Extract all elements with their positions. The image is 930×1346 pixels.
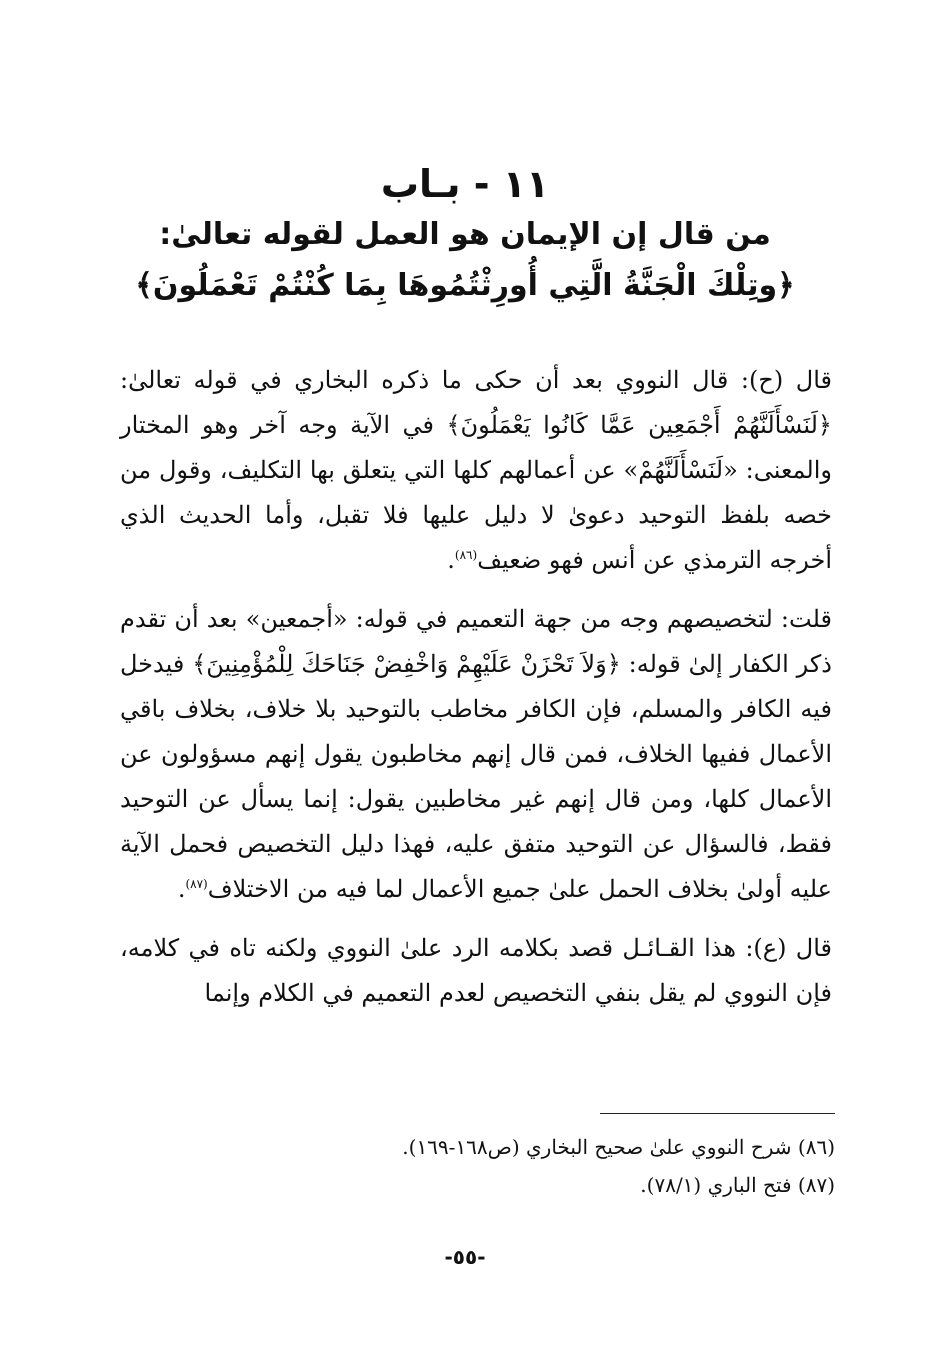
- paragraph-1: [120, 358, 832, 583]
- chapter-heading: ١١ - بـاب: [380, 162, 550, 206]
- paragraph-2-end: .: [177, 875, 186, 903]
- paragraph-1-text: قال (ح): قال النووي بعد أن حكى ما ذكره البخاري في قوله تعالىٰ: ﴿لَنَسْأَلَنَّهُمْ أَجْمَعِين عَمَّا كَانُوا يَعْمَلُونَ﴾ في الآية وجه آخر وهو المختار والمعنى: «لَنَسْأَلَنَّهُمْ» عن أعمالهم كلها التي يتعلق بها التكليف، وقول من خصه بلفظ التوحيد دعوىٰ لا دليل عليها فلا تقبل، وأما الحديث الذي أخرجه الترمذي عن أنس فهو ضعيف: [120, 366, 832, 574]
- paragraph-1-end: .: [447, 546, 455, 574]
- footnote-86: (٨٦) شرح النووي علىٰ صحيح البخاري (ص١٦٨-١٦٩).: [402, 1135, 835, 1159]
- chapter-header: [100, 160, 830, 312]
- chapter-title: من قال إن الإيمان هو العمل لقوله تعالىٰ:: [159, 217, 771, 252]
- footnote-divider: [600, 1113, 835, 1114]
- page-number: -٥٥-: [444, 1245, 486, 1269]
- main-text: [120, 358, 832, 1030]
- footnote-ref-87[interactable]: (٨٧): [185, 877, 208, 891]
- paragraph-2-text: قلت: لتخصيصهم وجه من جهة التعميم في قوله: «أجمعين» بعد أن تقدم ذكر الكفار إلىٰ قوله: ﴿وَلاَ تَحْزَنْ عَلَيْهِمْ وَاخْفِضْ جَنَاحَكَ لِلْمُؤْمِنِينَ﴾ فيدخل فيه الكافر والمسلم، فإن الكافر مخاطب بالتوحيد بلا خلاف، بخلاف باقي الأعمال ففيها الخلاف، فمن قال إنهم مخاطبون يقول إنهم مسؤولون عن الأعمال كلها، ومن قال إنهم غير مخاطبين يقول: إنما يسأل عن التوحيد فقط، فالسؤال عن التوحيد متفق عليه، فهذا دليل التخصيص فحمل الآية عليه أولىٰ بخلاف الحمل علىٰ جميع الأعمال لما فيه من الاختلاف: [120, 605, 832, 903]
- paragraph-3-text: قال (ع): هذا القـائـل قصد بكلامه الرد علىٰ النووي ولكنه تاه في كلامه، فإن النووي لم يقل بنفي التخصيص لعدم التعميم في الكلام وإنما: [120, 934, 832, 1007]
- paragraph-3: [120, 926, 832, 1016]
- footnote-87: (٨٧) فتح الباري (٧٨/١).: [640, 1173, 835, 1197]
- chapter-verse: ﴿وتِلْكَ الْجَنَّةُ الَّتِي أُورِثْتُمُوهَا بِمَا كُنْتُمْ تَعْمَلُونَ﴾: [135, 268, 795, 303]
- paragraph-2: [120, 597, 832, 912]
- footnotes: [300, 1128, 835, 1204]
- footnote-ref-86[interactable]: (٨٦): [454, 548, 478, 562]
